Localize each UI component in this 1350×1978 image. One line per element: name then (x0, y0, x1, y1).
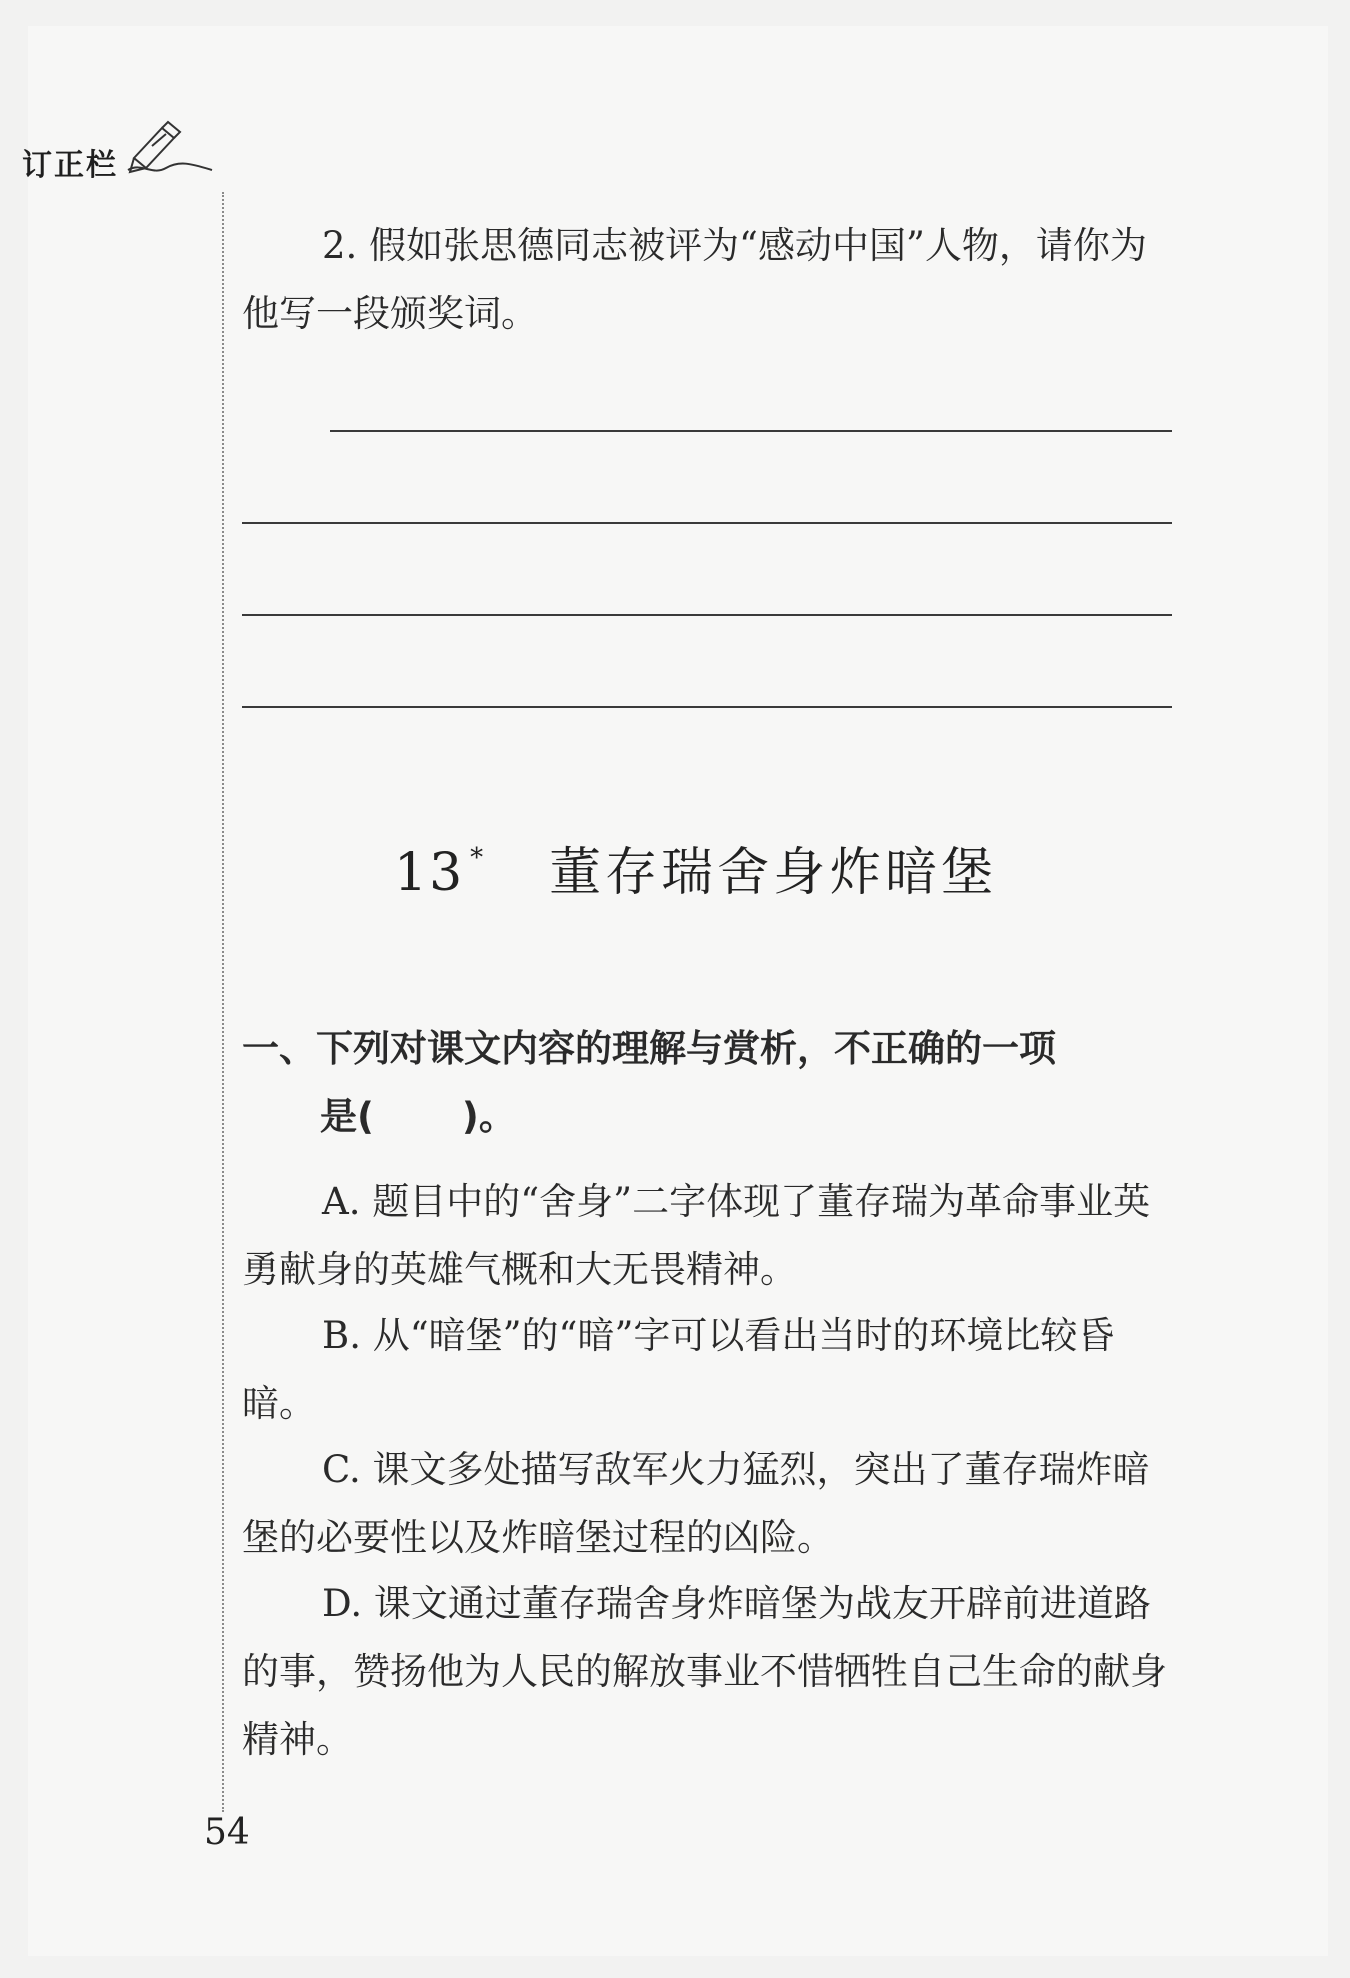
option-d: D. 课文通过董存瑞舍身炸暗堡为战友开辟前进道路的事，赞扬他为人民的解放事业不惜牺牲自己生命的献身精神。 (242, 1582, 1167, 1761)
section-1-heading-pre: 是( (320, 1095, 374, 1138)
option-a: A. 题目中的“舍身”二字体现了董存瑞为革命事业英勇献身的英雄气概和大无畏精神。 (242, 1180, 1151, 1291)
margin-dotted-line (222, 192, 224, 1812)
section-1-heading (242, 1015, 1172, 1151)
section-1-heading-post: )。 (461, 1095, 516, 1138)
lesson-star: * (470, 843, 484, 873)
correction-column-label: 订正栏 (22, 148, 118, 183)
option-b: B. 从“暗堡”的“暗”字可以看出当时的环境比较昏暗。 (242, 1314, 1115, 1425)
answer-line[interactable] (242, 522, 1172, 524)
pencil-icon (122, 118, 214, 178)
lesson-number: 13 (394, 843, 465, 903)
answer-line[interactable] (242, 706, 1172, 708)
page-number: 54 (204, 1812, 250, 1853)
lesson-title-text: 董存瑞舍身炸暗堡 (549, 843, 998, 903)
question-2: 2. 假如张思德同志被评为“感动中国”人物，请你为他写一段颁奖词。 (242, 224, 1147, 335)
answer-line[interactable] (242, 614, 1172, 616)
option-c: C. 课文多处描写敌军火力猛烈，突出了董存瑞炸暗堡的必要性以及炸暗堡过程的凶险。 (242, 1448, 1150, 1559)
section-1-heading-line1: 一、下列对课文内容的理解与赏析，不正确的一项 (242, 1027, 1056, 1070)
answer-line[interactable] (330, 430, 1172, 432)
lesson-title (394, 830, 997, 905)
